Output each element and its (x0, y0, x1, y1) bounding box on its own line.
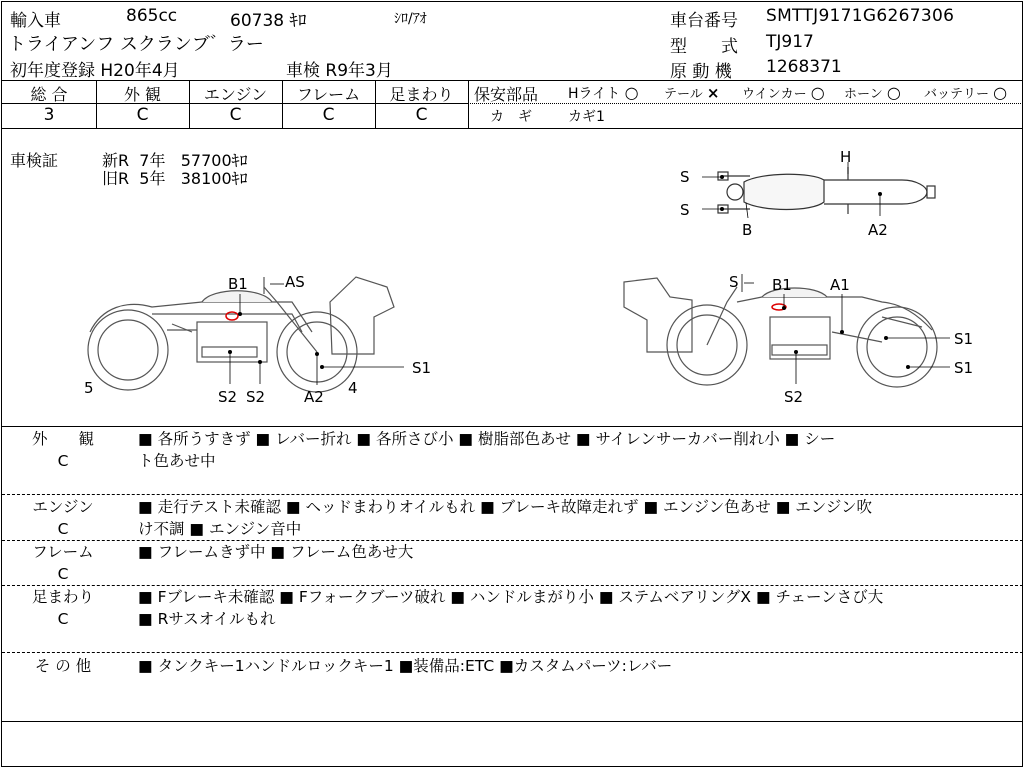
remark-category-exterior: 外 観 C (31, 430, 94, 470)
grade-header-frame: フレーム (296, 85, 361, 104)
inspection-sheet (1, 1, 1023, 767)
engine-no-value: 1268371 (766, 57, 842, 77)
label-top-a2: A2 (868, 221, 888, 239)
remark-text-engine: ■ 走行テスト未確認 ■ ヘッドまわりオイルもれ ■ ブレーキ故障走れず ■ エンジン色あせ ■ エンジン吹 け不調 ■ エンジン音中 (138, 498, 873, 538)
grade-header-overall: 総 合 (30, 85, 68, 104)
safety-item-winker: ウインカー ○ (742, 83, 825, 102)
color: ｼﾛ/ｱｵ (394, 11, 427, 27)
label-right-s1a: S1 (954, 330, 974, 348)
marker-dot (320, 365, 324, 369)
key-value: カギ1 (568, 109, 605, 125)
marker-dot (315, 352, 319, 356)
label-right-a1: A1 (830, 276, 850, 294)
grade-overall: 3 (43, 105, 55, 125)
import-label: 輸入車 (10, 11, 61, 31)
marker-dot (238, 312, 242, 316)
divider (2, 652, 1023, 653)
top-view-motorcycle (718, 167, 935, 214)
safety-item-battery: バッテリー ○ (924, 83, 1008, 102)
mileage: 60738 ｷﾛ (230, 11, 307, 31)
chassis-value: SMTTJ9171G6267306 (766, 6, 955, 26)
remark-category-frame: フレーム C (32, 543, 94, 583)
remark-text-frame: ■ フレームきず中 ■ フレーム色あせ大 (138, 543, 414, 561)
key-label: カ ギ (490, 109, 532, 125)
safety-label: 保安部品 (474, 85, 539, 104)
chassis-label: 車台番号 (670, 11, 738, 31)
type-value: TJ917 (766, 32, 814, 52)
label-left-as: AS (285, 273, 305, 291)
grade-frame: C (322, 105, 335, 125)
label-right-s1b: S1 (954, 359, 974, 377)
divider (468, 103, 1023, 104)
cert-row-new: 新R 7年 57700ｷﾛ (102, 151, 248, 170)
marker-dot (228, 350, 232, 354)
grade-header-engine: エンジン (203, 85, 268, 104)
label-right-s: S (729, 273, 739, 291)
divider (2, 426, 1023, 427)
remark-category-engine: エンジン C (32, 498, 94, 538)
safety-item-headlight: Hライト ○ (568, 83, 639, 102)
label-left-5: 5 (84, 379, 94, 397)
label-right-b1: B1 (772, 276, 792, 294)
left-side-motorcycle (88, 277, 394, 392)
type-label: 型 式 (670, 37, 738, 57)
label-top-s2: S (680, 201, 690, 219)
marker-dot (840, 330, 844, 334)
marker-dot (258, 360, 262, 364)
damage-mark (226, 312, 238, 320)
marker-dot (878, 192, 882, 196)
label-left-b1: B1 (228, 275, 248, 293)
divider (468, 80, 469, 128)
label-left-s2a: S2 (218, 388, 238, 406)
label-left-a2: A2 (304, 388, 324, 406)
engine-no-label: 原 動 機 (670, 62, 732, 82)
marker-dot (782, 306, 786, 310)
safety-item-horn: ホーン ○ (844, 83, 901, 102)
marker-dot (720, 207, 724, 211)
remark-text-other: ■ タンクキー1ハンドルロックキー1 ■装備品:ETC ■カスタムパーツ:レバー (138, 657, 673, 675)
displacement: 865cc (126, 6, 178, 26)
grade-suspension: C (415, 105, 428, 125)
label-left-s1: S1 (412, 359, 432, 377)
grade-header-suspension: 足まわり (389, 85, 454, 104)
cert-label: 車検証 (10, 151, 59, 170)
divider (2, 494, 1023, 495)
safety-item-tail: テール × (664, 84, 720, 102)
first-registration: 初年度登録 H20年4月 (10, 61, 180, 81)
marker-dot (794, 350, 798, 354)
label-left-s2b: S2 (246, 388, 266, 406)
remark-text-exterior: ■ 各所うすきず ■ レバー折れ ■ 各所さび小 ■ 樹脂部色あせ ■ サイレンサーカバー削れ小 ■ シー ト色あせ中 (138, 430, 836, 470)
label-top-h: H (840, 148, 852, 166)
label-top-b: B (742, 221, 753, 239)
remark-category-suspension: 足まわり C (31, 588, 94, 628)
grade-exterior: C (136, 105, 149, 125)
remark-text-suspension: ■ Fブレーキ未確認 ■ Fフォークブーツ破れ ■ ハンドルまがり小 ■ ステムベアリングX ■ チェーンさび大 ■ Rサスオイルもれ (138, 588, 884, 628)
model-name: トライアンフ スクランブ゛ラー (8, 34, 264, 55)
divider (2, 721, 1023, 722)
label-right-s2: S2 (784, 388, 804, 406)
grade-header-exterior: 外 観 (123, 85, 162, 104)
divider (2, 80, 1023, 81)
remark-category-other: そ の 他 (34, 657, 92, 675)
marker-dot (884, 336, 888, 340)
cert-row-old: 旧R 5年 38100ｷﾛ (102, 169, 248, 188)
marker-dot (906, 365, 910, 369)
inspection-expiry: 車検 R9年3月 (286, 61, 393, 81)
marker-dot (720, 175, 724, 179)
label-left-4: 4 (348, 379, 358, 397)
motorcycle-diagrams (2, 129, 1023, 427)
grade-engine: C (229, 105, 242, 125)
label-top-s1: S (680, 168, 690, 186)
